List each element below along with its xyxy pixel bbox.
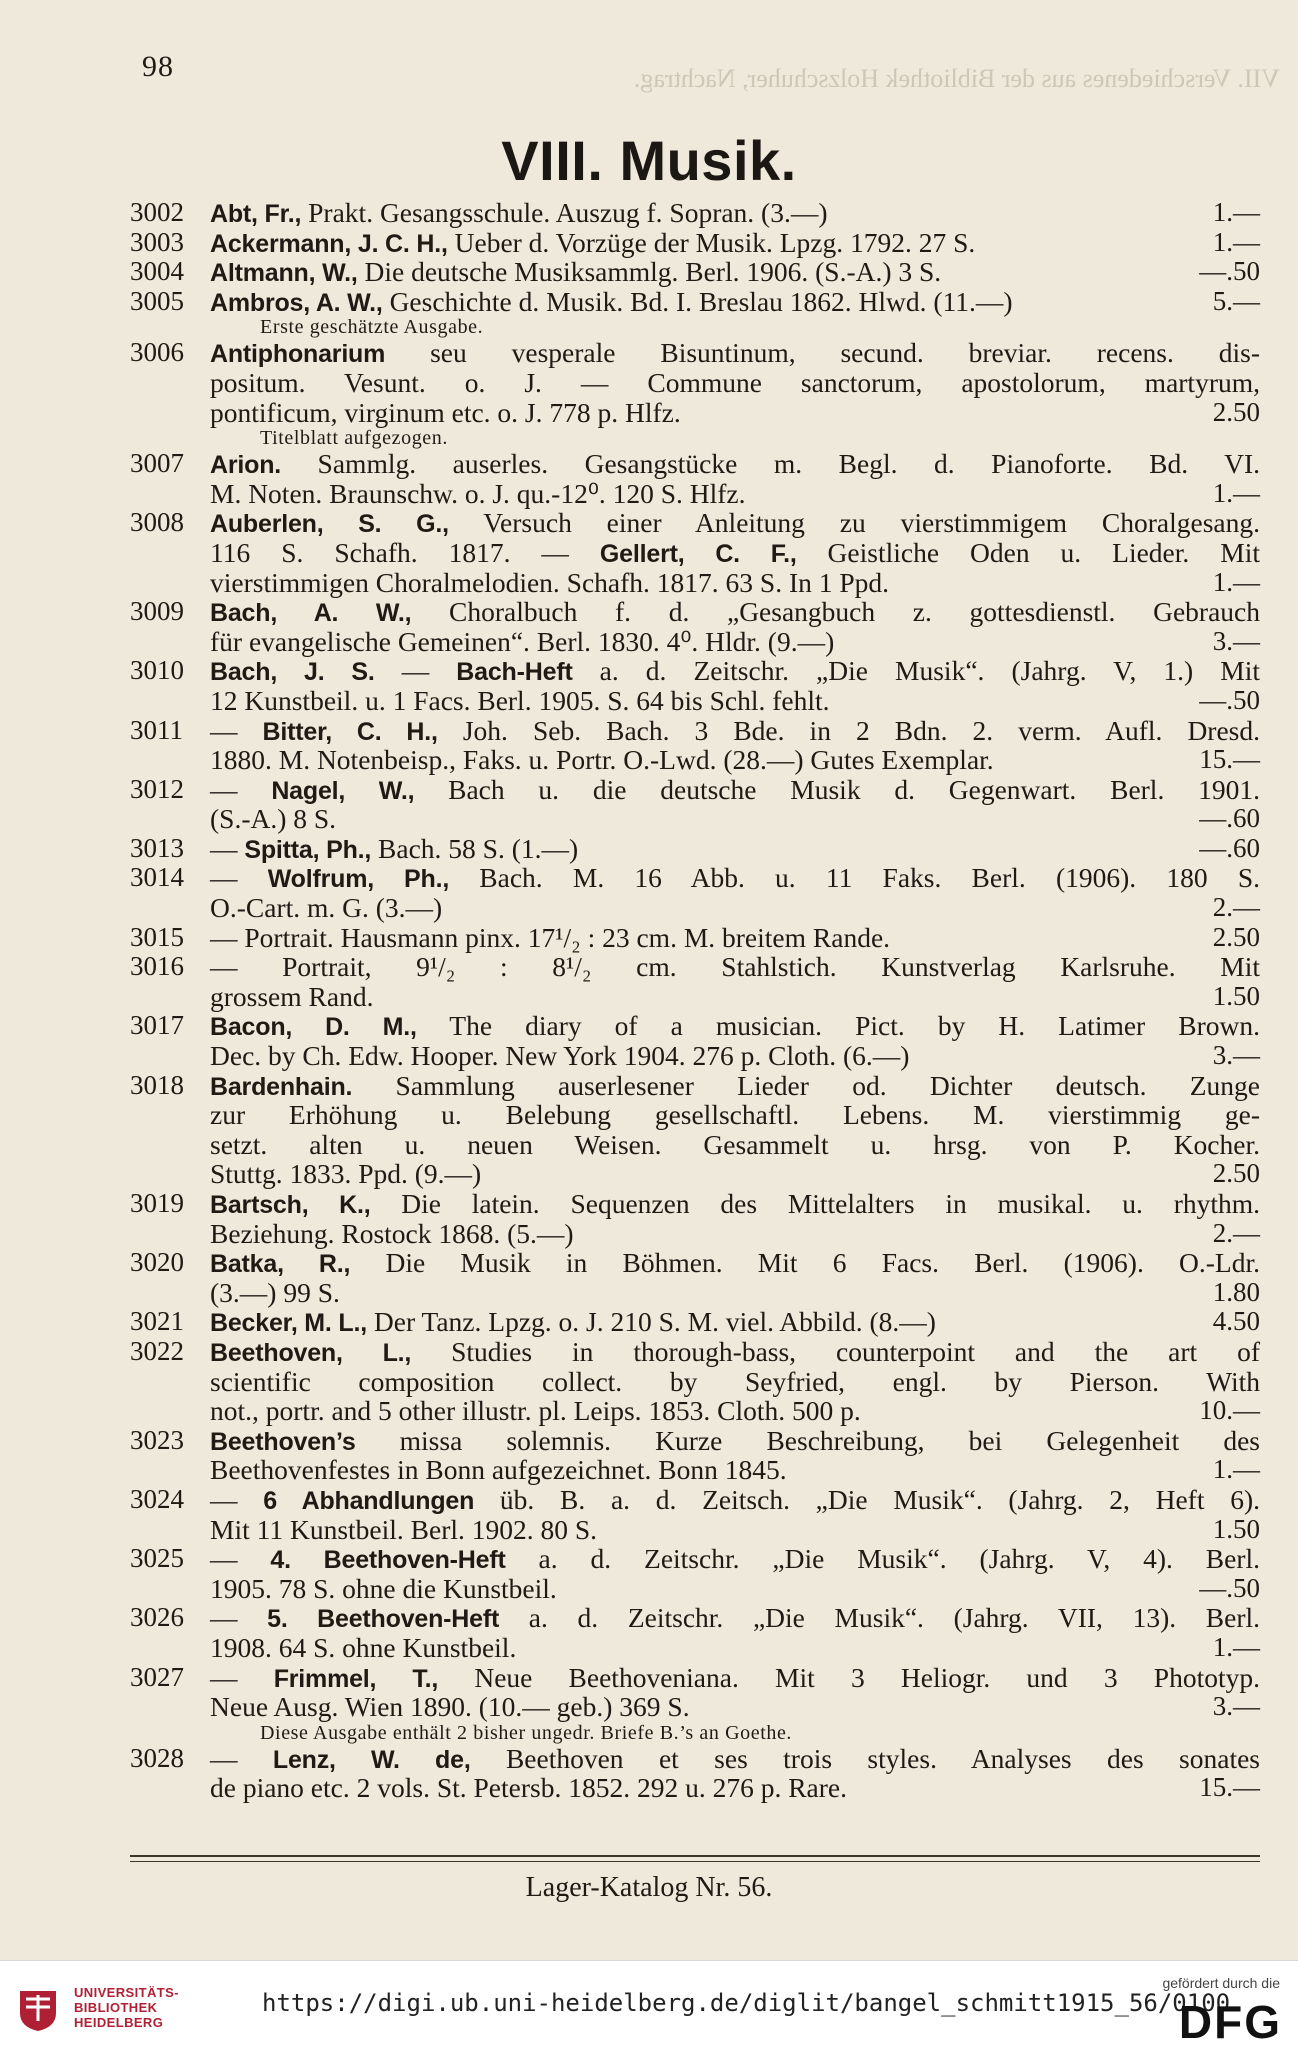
entry-segment: 1880. M. Notenbeisp., Faks. u. Portr. O.-Lwd. (28.—) Gutes Exemplar. — [210, 744, 994, 776]
entry-number: 3002 — [130, 197, 184, 227]
entry-text — [210, 479, 1150, 509]
entry-text — [210, 449, 1260, 481]
entry-line — [130, 1426, 1260, 1456]
entry-price: —.60 — [1199, 803, 1260, 834]
catalog-footer: Lager-Katalog Nr. 56. — [525, 1872, 773, 1903]
entry-author: Spitta, Ph., — [244, 835, 372, 864]
entry-segment: not., portr. and 5 other illustr. pl. Leips. 1853. Cloth. 500 p. — [210, 1395, 861, 1427]
dfg-logo[interactable]: DFG — [1178, 1996, 1282, 2048]
entry-price: —.60 — [1199, 832, 1260, 863]
entry-price: 5.— — [1212, 285, 1260, 316]
entry-number: 3018 — [130, 1069, 184, 1100]
entry-segment: seu vesperale Bisuntinum, secund. breviar. recens. dis- — [385, 337, 1260, 369]
entry-author: Nagel, W., — [271, 776, 415, 805]
entry-segment: Neue Beethoveniana. Mit 3 Heliogr. und 3 Phototyp. — [438, 1661, 1261, 1693]
catalog-entry — [130, 923, 1260, 953]
entry-segment: — — [210, 1483, 264, 1515]
entry-segment: Dec. by Ch. Edw. Hooper. New York 1904. 276 p. Cloth. (6.—) — [210, 1040, 910, 1072]
entry-text — [210, 1248, 1260, 1280]
catalog-entry — [130, 1544, 1260, 1603]
entry-segment: Versuch einer Anleitung zu vierstimmigem Choralgesang. — [448, 507, 1261, 539]
entry-text — [210, 1574, 1150, 1604]
catalog-entry — [130, 1011, 1260, 1070]
entry-segment: zur Erhöhung u. Belebung gesellschaftl. Lebens. M. vierstimmig ge- — [210, 1099, 1260, 1131]
university-seal-icon[interactable] — [16, 1987, 60, 2033]
entry-text — [210, 257, 1150, 289]
entry-author: Bach, J. S. — [210, 658, 375, 687]
entry-line — [130, 1663, 1260, 1693]
catalog-entry — [130, 228, 1260, 258]
entry-line — [130, 1744, 1260, 1774]
entry-price: 2.50 — [1212, 921, 1260, 952]
entry-author: Ackermann, J. C. H., — [210, 229, 448, 258]
entry-segment: Beethoven et ses trois styles. Analyses des sonates — [470, 1742, 1261, 1774]
entry-segment: Bach. M. 16 Abb. u. 11 Faks. Berl. (1906). 180 S. — [449, 862, 1260, 894]
entry-segment: a. d. Zeitschr. „Die Musik“. (Jahrg. V, 4). Berl. — [505, 1543, 1261, 1575]
entry-text — [210, 338, 1260, 370]
entry-segment: Geschichte d. Musik. Bd. I. Breslau 1862. Hlwd. (11.—) — [382, 285, 1013, 317]
entry-price: 15.— — [1199, 744, 1260, 775]
entry-author: Bacon, D. M., — [210, 1013, 417, 1042]
entry-price: —.50 — [1199, 256, 1260, 287]
entry-line — [130, 1011, 1260, 1041]
entry-segment: (3.—) 99 S. — [210, 1276, 340, 1308]
entry-line — [130, 597, 1260, 627]
entry-segment: (S.-A.) 8 S. — [210, 803, 337, 835]
entry-line — [130, 745, 1260, 775]
entry-author: Bardenhain. — [210, 1072, 353, 1101]
catalog-entry — [130, 597, 1260, 656]
entry-line — [130, 804, 1260, 834]
entry-segment: Die latein. Sequenzen des Mittelalters in musikal. u. rhythm. — [370, 1188, 1261, 1219]
entry-line — [130, 1574, 1260, 1604]
entry-line — [130, 1337, 1260, 1367]
entry-number: 3017 — [130, 1010, 184, 1041]
entry-text — [210, 1159, 1150, 1189]
entry-segment: — — [210, 1661, 274, 1693]
entry-line — [130, 1544, 1260, 1574]
entry-text — [210, 1692, 1150, 1722]
entry-number: 3023 — [130, 1424, 184, 1455]
entry-line — [130, 834, 1260, 864]
entry-price: 1.50 — [1212, 1513, 1260, 1544]
entry-price: 2.50 — [1212, 1158, 1260, 1189]
entry-author: Bach-Heft — [456, 658, 573, 687]
entry-text — [210, 863, 1260, 895]
entry-segment: — — [210, 773, 272, 805]
entry-text — [210, 1367, 1260, 1397]
entry-segment: a. d. Zeitschr. „Die Musik“. (Jahrg. VII, 13). Berl. — [499, 1602, 1261, 1634]
catalog-entry — [130, 716, 1260, 775]
entry-segment: Ueber d. Vorzüge der Musik. Lpzg. 1792. 27 S. — [447, 226, 976, 258]
entry-line — [130, 1367, 1260, 1397]
catalog-entry — [130, 257, 1260, 287]
entry-segment: Sammlung auserlesener Lieder od. Dichter deutsch. Zunge — [352, 1069, 1260, 1101]
entry-price: 3.— — [1212, 1040, 1260, 1071]
sponsor-label: gefördert durch die — [1162, 1975, 1280, 1991]
footer-rule — [130, 1855, 1260, 1862]
entry-text — [210, 1011, 1260, 1043]
entry-text — [210, 1130, 1260, 1160]
entry-line — [130, 1692, 1260, 1722]
entry-segment: Beethovenfestes in Bonn aufgezeichnet. Bonn 1845. — [210, 1454, 787, 1486]
catalog-entry — [130, 1744, 1260, 1803]
entry-price: 3.— — [1212, 1691, 1260, 1722]
entry-text — [210, 508, 1260, 540]
catalog-entries — [130, 198, 1260, 1803]
entry-line — [130, 982, 1260, 1012]
entry-price: 2.— — [1212, 1217, 1260, 1248]
entry-line — [130, 686, 1260, 716]
permalink-url[interactable]: https://digi.ub.uni-heidelberg.de/diglit/bangel_schmitt1915_56/0100 — [262, 1989, 1231, 2017]
entry-line — [130, 627, 1260, 657]
entry-author: 5. Beethoven-Heft — [267, 1605, 500, 1634]
entry-text — [210, 228, 1150, 260]
entry-text — [210, 627, 1150, 657]
entry-text — [210, 1544, 1260, 1576]
viewer-footer-bar — [0, 1960, 1298, 2056]
catalog-entry — [130, 656, 1260, 715]
entry-author: Ambros, A. W., — [210, 288, 383, 317]
entry-text — [210, 568, 1150, 598]
catalog-entry — [130, 1426, 1260, 1485]
entry-author: Arion. — [210, 451, 282, 480]
catalog-entry — [130, 1485, 1260, 1544]
entry-number: 3021 — [130, 1306, 184, 1337]
entry-number: 3007 — [130, 448, 184, 479]
catalog-entry — [130, 198, 1260, 228]
entry-segment: grossem Rand. — [210, 980, 374, 1012]
catalog-entry — [130, 508, 1260, 597]
catalog-entry — [130, 287, 1260, 339]
entry-number: 3026 — [130, 1602, 184, 1633]
entry-segment: Geistliche Oden u. Lieder. Mit — [796, 536, 1260, 568]
entry-number: 3009 — [130, 596, 184, 627]
entry-line — [130, 1603, 1260, 1633]
entry-author: Beethoven’s — [210, 1427, 356, 1456]
entry-number: 3013 — [130, 832, 184, 863]
entry-text — [210, 1307, 1150, 1339]
entry-line — [130, 1485, 1260, 1515]
entry-text — [210, 982, 1150, 1012]
entry-text — [210, 804, 1150, 834]
entry-segment: Stuttg. 1833. Ppd. (9.—) — [210, 1158, 482, 1190]
entry-text — [210, 198, 1150, 230]
entry-author: 6 Abhandlungen — [263, 1486, 475, 1515]
entry-author: Beethoven, L., — [210, 1338, 412, 1367]
entry-text — [210, 1100, 1260, 1130]
entry-price: 1.50 — [1212, 980, 1260, 1011]
entry-line — [130, 1041, 1260, 1071]
entry-text — [210, 952, 1260, 982]
bleed-through-running-head: VII. Verschiedenes aus der Bibliothek Holzschuher, Nachtrag. — [633, 64, 1280, 93]
entry-line — [130, 228, 1260, 258]
entry-text — [210, 1189, 1260, 1221]
catalog-entry — [130, 1663, 1260, 1744]
entry-line — [130, 1455, 1260, 1485]
entry-line — [130, 508, 1260, 538]
entry-line — [130, 257, 1260, 287]
entry-number: 3010 — [130, 655, 184, 686]
entry-line — [130, 1189, 1260, 1219]
entry-number: 3028 — [130, 1742, 184, 1773]
entry-segment: Der Tanz. Lpzg. o. J. 210 S. M. viel. Abbild. (8.—) — [367, 1306, 936, 1338]
entry-text — [210, 1278, 1150, 1308]
entry-segment: Mit 11 Kunstbeil. Berl. 1902. 80 S. — [210, 1513, 598, 1545]
entry-text — [210, 1041, 1150, 1071]
entry-text — [210, 1219, 1150, 1249]
entry-text — [210, 597, 1260, 629]
entry-price: 1.— — [1212, 1631, 1260, 1662]
entry-price: 2.50 — [1212, 396, 1260, 427]
entry-author: Bartsch, K., — [210, 1191, 371, 1219]
page-number: 98 — [142, 50, 174, 83]
entry-segment: Bach. 58 S. (1.—) — [371, 832, 579, 864]
entry-number: 3012 — [130, 773, 184, 804]
institution-line: BIBLIOTHEK — [74, 2000, 158, 2015]
entry-segment: a. d. Zeitschr. „Die Musik“. (Jahrg. V, 1.) Mit — [572, 655, 1260, 687]
entry-author: Bitter, C. H., — [262, 717, 438, 746]
entry-line — [130, 287, 1260, 317]
entry-note: Diese Ausgabe enthält 2 bisher ungedr. Briefe B.’s an Goethe. — [260, 1721, 793, 1744]
entry-segment: 1905. 78 S. ohne die Kunstbeil. — [210, 1572, 557, 1604]
catalog-entry — [130, 775, 1260, 834]
entry-price: 15.— — [1199, 1772, 1260, 1803]
entry-line — [130, 923, 1260, 953]
entry-segment: — Portrait. Hausmann pinx. 17¹/₂ : 23 cm. M. breitem Rande. — [210, 921, 891, 953]
entry-number: 3008 — [130, 507, 184, 538]
entry-text — [210, 1426, 1260, 1458]
entry-author: Bach, A. W., — [210, 599, 412, 628]
entry-segment: 116 S. Schafh. 1817. — — [210, 536, 600, 568]
entry-segment: de piano etc. 2 vols. St. Petersb. 1852. 292 u. 276 p. Rare. — [210, 1772, 847, 1804]
entry-segment: Die deutsche Musiksammlg. Berl. 1906. (S.-A.) 3 S. — [357, 256, 942, 288]
entry-price: 2.— — [1212, 892, 1260, 923]
entry-text — [210, 368, 1260, 398]
entry-text — [210, 716, 1260, 748]
entry-number: 3027 — [130, 1661, 184, 1692]
entry-text — [210, 1455, 1150, 1485]
catalog-entry — [130, 449, 1260, 508]
entry-line — [130, 1278, 1260, 1308]
entry-line — [130, 449, 1260, 479]
entry-number: 3014 — [130, 862, 184, 893]
entry-segment: scientific composition collect. by Seyfried, engl. by Pierson. With — [210, 1365, 1260, 1397]
entry-price: 1.— — [1212, 1454, 1260, 1485]
entry-text — [210, 686, 1150, 716]
entry-author: Antiphonarium — [210, 340, 386, 369]
entry-segment: The diary of a musician. Pict. by H. Latimer Brown. — [416, 1010, 1261, 1042]
entry-text — [210, 1071, 1260, 1103]
entry-segment: Choralbuch f. d. „Gesangbuch z. gottesdienstl. Gebrauch — [411, 596, 1260, 628]
entry-text — [210, 1485, 1260, 1517]
entry-author: Becker, M. L., — [210, 1309, 367, 1338]
catalog-entry — [130, 1248, 1260, 1307]
entry-segment: — — [210, 1742, 273, 1774]
entry-price: 3.— — [1212, 625, 1260, 656]
entry-segment: Bach u. die deutsche Musik d. Gegenwart. Berl. 1901. — [414, 773, 1260, 805]
entry-text — [210, 287, 1150, 319]
entry-text — [210, 398, 1150, 428]
entry-segment: — Portrait, 9¹/₂ : 8¹/₂ cm. Stahlstich. Kunstverlag Karlsruhe. Mit — [210, 951, 1260, 983]
entry-text — [210, 1773, 1150, 1803]
entry-line — [130, 863, 1260, 893]
entry-text — [210, 1663, 1260, 1695]
entry-line — [130, 893, 1260, 923]
entry-line — [130, 1515, 1260, 1545]
entry-segment: Joh. Seb. Bach. 3 Bde. in 2 Bdn. 2. verm. Aufl. Dresd. — [437, 714, 1260, 746]
entry-line — [130, 1307, 1260, 1337]
entry-segment: Beziehung. Rostock 1868. (5.—) — [210, 1217, 574, 1249]
entry-segment: 1908. 64 S. ohne Kunstbeil. — [210, 1631, 517, 1663]
entry-author: Batka, R., — [210, 1250, 351, 1279]
entry-text — [210, 1396, 1150, 1426]
entry-segment: missa solemnis. Kurze Beschreibung, bei Gelegenheit des — [355, 1424, 1260, 1456]
entry-number: 3025 — [130, 1543, 184, 1574]
entry-price: 4.50 — [1212, 1306, 1260, 1337]
entry-segment: M. Noten. Braunschw. o. J. qu.-12⁰. 120 S. Hlfz. — [210, 477, 746, 509]
entry-segment: O.-Cart. m. G. (3.—) — [210, 892, 443, 924]
entry-segment: Prakt. Gesangsschule. Auszug f. Sopran. (3.—) — [301, 197, 828, 228]
entry-text — [210, 1633, 1150, 1663]
institution-line: UNIVERSITÄTS- — [74, 1985, 179, 2000]
entry-line — [130, 1071, 1260, 1101]
entry-text — [210, 775, 1260, 807]
entry-text — [210, 1603, 1260, 1635]
entry-line — [130, 1396, 1260, 1426]
entry-price: 10.— — [1199, 1395, 1260, 1426]
entry-author: Wolfrum, Ph., — [267, 865, 450, 894]
entry-author: Auberlen, S. G., — [210, 510, 449, 539]
entry-price: 1.— — [1212, 566, 1260, 597]
entry-line — [130, 1248, 1260, 1278]
entry-line — [130, 538, 1260, 568]
entry-text — [210, 1744, 1260, 1776]
entry-number: 3015 — [130, 921, 184, 952]
entry-segment: — — [210, 862, 268, 894]
entry-line — [130, 775, 1260, 805]
entry-price: 1.— — [1212, 226, 1260, 257]
entry-price: —.50 — [1199, 1572, 1260, 1603]
entry-number: 3004 — [130, 256, 184, 287]
entry-line — [130, 716, 1260, 746]
entry-segment: — — [374, 655, 457, 687]
entry-price: 1.— — [1212, 197, 1260, 227]
entry-text — [210, 656, 1260, 688]
entry-segment: für evangelische Gemeinen“. Berl. 1830. 4⁰. Hldr. (9.—) — [210, 625, 835, 657]
entry-segment: — — [210, 1543, 271, 1575]
catalog-entry — [130, 834, 1260, 864]
entry-segment: üb. B. a. d. Zeitsch. „Die Musik“. (Jahrg. 2, Heft 6). — [474, 1483, 1260, 1515]
entry-line — [130, 398, 1260, 428]
catalog-entry — [130, 338, 1260, 449]
entry-segment: Sammlg. auserles. Gesangstücke m. Begl. d. Pianoforte. Bd. VI. — [281, 448, 1260, 480]
entry-line — [130, 1633, 1260, 1663]
entry-line — [130, 1159, 1260, 1189]
entry-number: 3024 — [130, 1483, 184, 1514]
entry-number: 3011 — [130, 714, 183, 745]
entry-line — [130, 479, 1260, 509]
entry-price: —.50 — [1199, 684, 1260, 715]
entry-line — [130, 568, 1260, 598]
entry-line — [130, 1773, 1260, 1803]
entry-line — [130, 1130, 1260, 1160]
entry-number: 3022 — [130, 1335, 184, 1366]
entry-line — [130, 338, 1260, 368]
entry-author: Frimmel, T., — [273, 1664, 439, 1693]
entry-number: 3003 — [130, 226, 184, 257]
entry-note: Titelblatt aufgezogen. — [260, 427, 448, 450]
entry-text — [210, 745, 1150, 775]
entry-author: Altmann, W., — [210, 259, 358, 288]
catalog-entry — [130, 863, 1260, 922]
entry-number: 3005 — [130, 285, 184, 316]
entry-line — [130, 368, 1260, 398]
entry-author: Lenz, W. de, — [272, 1745, 471, 1774]
entry-price: 1.— — [1212, 477, 1260, 508]
catalog-entry — [130, 1189, 1260, 1248]
entry-segment: vierstimmigen Choralmelodien. Schafh. 1817. 63 S. In 1 Ppd. — [210, 566, 890, 598]
catalog-entry — [130, 952, 1260, 1011]
entry-segment: Die Musik in Böhmen. Mit 6 Facs. Berl. (1906). O.-Ldr. — [350, 1247, 1260, 1279]
entry-line — [130, 952, 1260, 982]
entry-number: 3006 — [130, 337, 184, 368]
entry-segment: pontificum, virginum etc. o. J. 778 p. Hlfz. — [210, 396, 681, 428]
entry-price: 1.80 — [1212, 1276, 1260, 1307]
entry-author: Gellert, C. F., — [599, 539, 797, 568]
entry-line — [130, 656, 1260, 686]
institution-line: HEIDELBERG — [74, 2015, 164, 2030]
entry-segment: — — [210, 714, 263, 746]
entry-number: 3016 — [130, 951, 184, 982]
entry-segment: — — [210, 832, 245, 864]
catalog-entry — [130, 1307, 1260, 1337]
entry-text — [210, 893, 1150, 923]
entry-segment: Neue Ausg. Wien 1890. (10.— geb.) 369 S. — [210, 1691, 690, 1723]
entry-line — [130, 1100, 1260, 1130]
entry-text — [210, 834, 1150, 866]
entry-author: 4. Beethoven-Heft — [270, 1546, 506, 1575]
entry-line — [130, 1219, 1260, 1249]
entry-segment: Studies in thorough-bass, counterpoint and the art of — [411, 1335, 1260, 1367]
entry-text — [210, 1337, 1260, 1369]
catalog-entry — [130, 1337, 1260, 1426]
entry-number: 3020 — [130, 1247, 184, 1278]
institution-name[interactable] — [74, 1985, 179, 2030]
entry-segment: positum. Vesunt. o. J. — Commune sanctorum, apostolorum, martyrum, — [210, 366, 1260, 398]
entry-segment: — — [210, 1602, 268, 1634]
section-title: VIII. Musik. — [501, 129, 797, 192]
entry-number: 3019 — [130, 1188, 184, 1218]
entry-segment: 12 Kunstbeil. u. 1 Facs. Berl. 1905. S. 64 bis Schl. fehlt. — [210, 684, 830, 716]
entry-line — [130, 198, 1260, 228]
entry-note: Erste geschätzte Ausgabe. — [260, 316, 484, 339]
catalog-entry — [130, 1071, 1260, 1189]
entry-text — [210, 1515, 1150, 1545]
entry-segment: setzt. alten u. neuen Weisen. Gesammelt u. hrsg. von P. Kocher. — [210, 1128, 1260, 1160]
catalog-entry — [130, 1603, 1260, 1662]
entry-text — [210, 538, 1260, 570]
entry-text — [210, 923, 1150, 953]
entry-author: Abt, Fr., — [210, 200, 302, 228]
